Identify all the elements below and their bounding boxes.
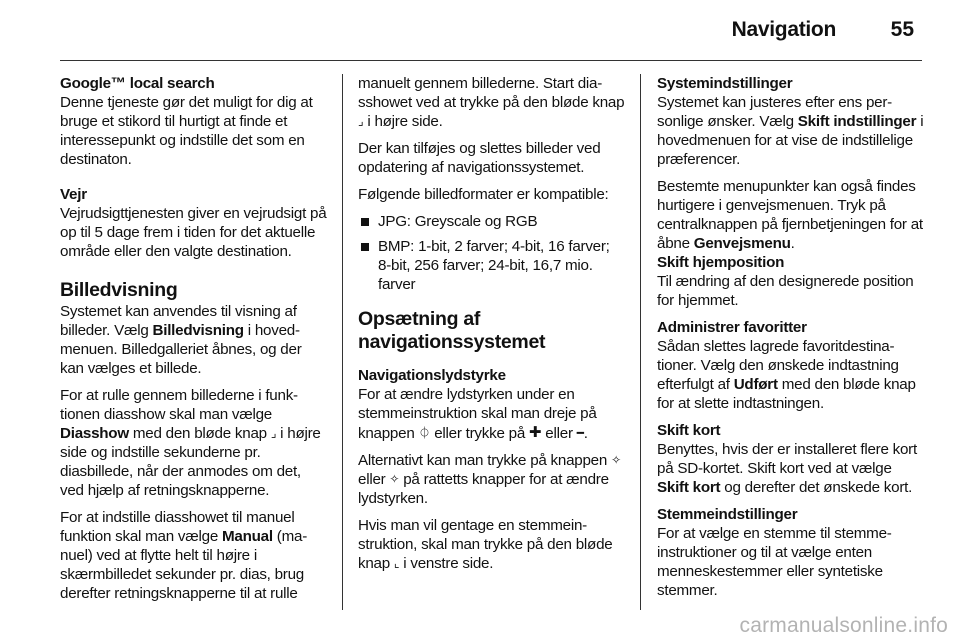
skift-kort-text: Benyttes, hvis der er installeret flere kort på SD-kortet. Skift kort ved at vælge Skift kort og derefter det ønskede kort. — [657, 441, 917, 496]
system-heading: Systemindstillinger — [657, 75, 793, 92]
column-divider-2 — [640, 74, 641, 610]
hjemposition-heading: Skift hjemposition — [657, 254, 785, 271]
slideshow-p1: manuelt gennem billederne. Start diasshowet ved at trykke på den bløde knap ⌟ i højre side. — [358, 75, 625, 130]
skift-kort-heading: Skift kort — [657, 422, 721, 439]
lydstyrke-heading: Navigationslydstyrke — [358, 367, 506, 384]
page-number: 55 — [890, 18, 914, 41]
google-heading: Google™ local search — [60, 75, 215, 92]
billedvisning-heading: Billedvisning — [60, 279, 178, 301]
column-2 — [358, 74, 626, 581]
page-header — [60, 0, 922, 61]
vejr-heading: Vejr — [60, 186, 87, 203]
format-bullet-bmp: BMP: 1-bit, 2 farver; 4-bit, 16 farver; 8-bit, 256 farver; 24-bit, 16,7 mio. farver — [358, 237, 626, 294]
stemme-heading: Stemmeindstillinger — [657, 506, 798, 523]
billedvisning-p2: For at rulle gennem billederne i funktionen diasshow skal man vælge Diasshow med den bløde knap ⌟ i højre side og indstille sekunderne pr. diasbillede, når der anmodes om det, ved hjælp af retningsknapperne. — [60, 387, 321, 499]
volume-up-icon: ✧ — [611, 453, 621, 467]
knob-icon: ⏀ — [418, 426, 431, 440]
plus-icon: ✚ — [529, 424, 542, 441]
billedvisning-p1: Systemet kan anvendes til visning af billeder. Vælg Billedvisning i hovedmenuen. Billedgalleriet åbnes, og der kan vælges et billede. — [60, 303, 302, 377]
alternativt-text: Alternativt kan man trykke på knappen ✧ eller ✧ på rattetts knapper for at ændre lydstyrken. — [358, 452, 621, 507]
page-title: Navigation — [731, 18, 836, 41]
lydstyrke-text: For at ændre lydstyrken under en stemmeinstruktion skal man dreje på knappen ⏀ eller trykke på ✚ eller ━. — [358, 386, 597, 442]
column-divider-1 — [342, 74, 343, 610]
opsaetning-heading: Opsætning af navigationssystemet — [358, 308, 546, 353]
format-bullet-jpg: JPG: Greyscale og RGB — [358, 212, 626, 231]
watermark: carmanualsonline.info — [739, 614, 948, 637]
column-3 — [657, 74, 925, 600]
hjemposition-text: Til ændring af den designerede position for hjemmet. — [657, 273, 914, 309]
favoritter-heading: Administrer favoritter — [657, 319, 807, 336]
vejr-text: Vejrudsigttjenesten giver en vejrudsigt på op til 5 dage frem i tiden for det aktuelle område eller den valgte destination. — [60, 205, 327, 260]
billedvisning-p3: For at indstille diasshowet til manuel funktion skal man vælge Manual (manuel) ved at flytte helt til højre i skærmbilledet sekunder pr. dias, brug derefter retningsknapperne til at rulle — [60, 509, 308, 602]
formats-intro: Følgende billedformater er kompatible: — [358, 186, 609, 203]
google-text: Denne tjeneste gør det muligt for dig at bruge et stikord til hurtigt at finde et interessepunkt og indstille det som en destinaton. — [60, 94, 313, 168]
genvej-text: Bestemte menupunkter kan også findes hurtigere i genvejsmenuen. Tryk på centralknappen på fjernbetjeningen for at åbne Genvejsmenu. — [657, 178, 923, 252]
softkey-right-icon: ⌟ — [270, 426, 277, 440]
minus-icon: ━ — [576, 426, 584, 440]
column-1 — [60, 74, 328, 611]
system-text: Systemet kan justeres efter ens personlige ønsker. Vælg Skift indstillinger i hovedmenuen for at vise de indstillelige præferencer. — [657, 94, 924, 168]
favoritter-text: Sådan slettes lagrede favoritdestinationer. Vælg den ønskede indtastning efterfulgt af Udført med den bløde knap for at slette indtastningen. — [657, 338, 916, 412]
volume-down-icon: ✧ — [389, 472, 400, 486]
stemme-text: For at vælge en stemme til stemmeinstruktioner og til at vælge enten menneskestemmer eller syntetiske stemmer. — [657, 525, 892, 599]
softkey-right-icon: ⌟ — [358, 114, 364, 128]
gentag-text: Hvis man vil gentage en stemmeinstruktion, skal man trykke på den bløde knap ⌞ i venstre side. — [358, 517, 613, 572]
slideshow-p2: Der kan tilføjes og slettes billeder ved opdatering af navigationssystemet. — [358, 140, 601, 176]
softkey-left-icon: ⌞ — [393, 556, 400, 570]
